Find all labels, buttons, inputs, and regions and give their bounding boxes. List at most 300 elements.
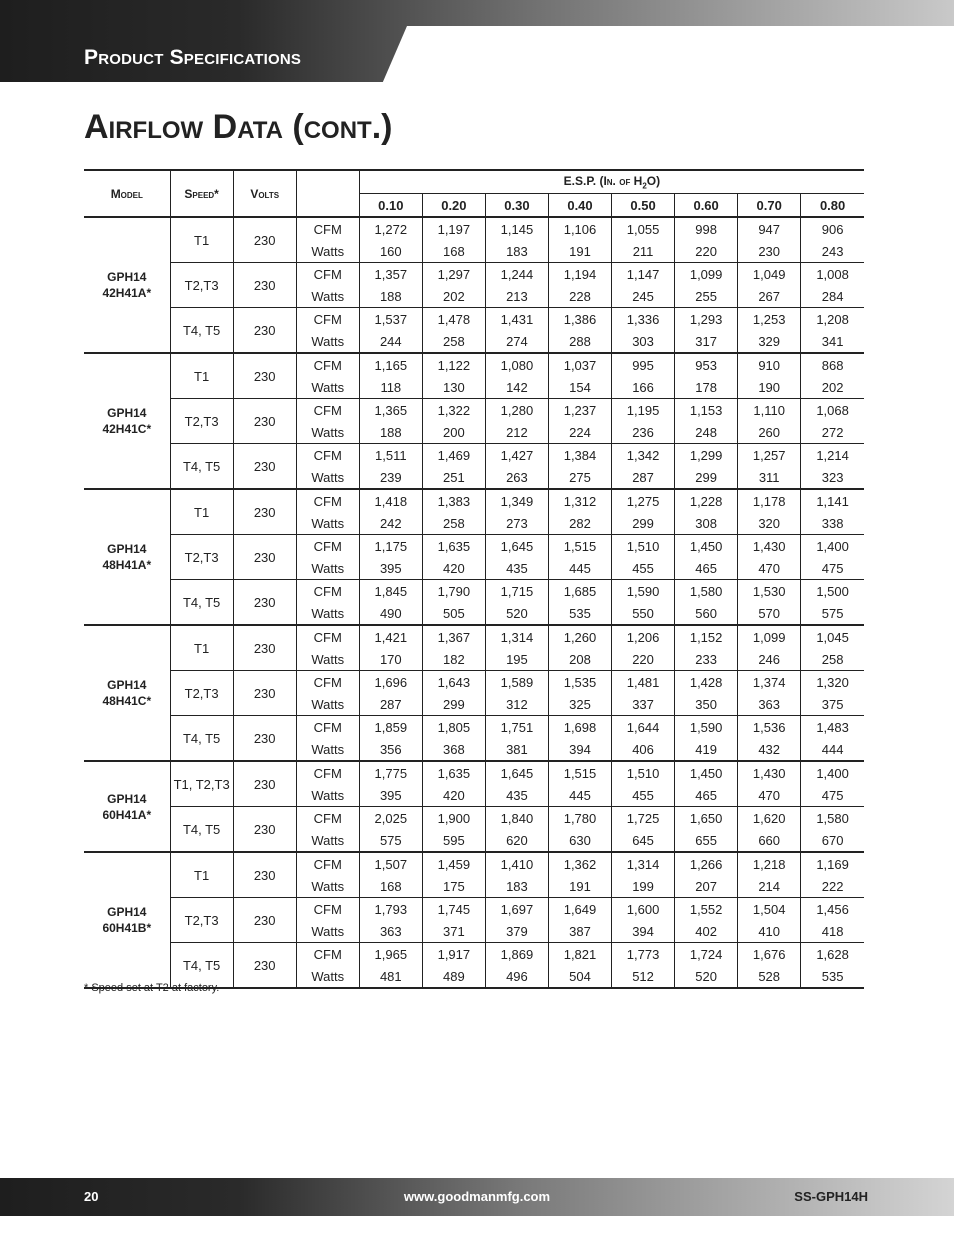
watts-value: 445 xyxy=(548,557,611,580)
cfm-value: 1,386 xyxy=(548,308,611,331)
watts-value: 550 xyxy=(612,602,675,625)
speed-cell: T2,T3 xyxy=(170,535,233,580)
cfm-value: 1,450 xyxy=(675,535,738,558)
cfm-value: 1,537 xyxy=(359,308,422,331)
esp-column-header: 0.70 xyxy=(738,194,801,218)
speed-cell: T2,T3 xyxy=(170,898,233,943)
table-row xyxy=(84,716,864,739)
cfm-value: 1,500 xyxy=(816,583,849,599)
footer-page-number: 20 xyxy=(84,1189,99,1204)
section-title: Product Specifications xyxy=(84,46,302,69)
watts-value: 191 xyxy=(548,240,611,263)
watts-value: 435 xyxy=(485,557,548,580)
model-name-line: 48H41C* xyxy=(102,694,152,708)
cfm-value: 868 xyxy=(821,357,844,373)
cfm-value: 1,580 xyxy=(816,810,849,826)
volts-cell: 230 xyxy=(233,217,296,263)
watts-value: 208 xyxy=(548,648,611,671)
footer-doc-code: SS-GPH14H xyxy=(794,1189,868,1204)
cfm-value: 1,367 xyxy=(422,625,485,648)
watts-value: 394 xyxy=(612,920,675,943)
watts-value: 475 xyxy=(801,557,864,580)
cfm-value: 1,410 xyxy=(485,852,548,875)
cfm-value: 1,320 xyxy=(816,674,849,690)
cfm-value: 1,418 xyxy=(359,489,422,512)
model-name-line: 60H41A* xyxy=(102,807,152,822)
cfm-value: 1,106 xyxy=(548,217,611,240)
watts-value: 220 xyxy=(612,648,675,671)
cfm-label: CFM xyxy=(296,761,359,784)
cfm-value: 1,917 xyxy=(422,943,485,966)
cfm-value: 1,228 xyxy=(675,489,738,512)
cfm-label: CFM xyxy=(296,263,359,286)
volts-cell: 230 xyxy=(233,308,296,354)
model-name-line: GPH14 xyxy=(107,406,147,420)
cfm-value: 1,900 xyxy=(422,807,485,830)
table-row xyxy=(84,535,864,558)
speed-cell: T1, T2,T3 xyxy=(170,761,233,807)
model-name-line: GPH14 xyxy=(107,791,147,806)
cfm-value: 1,122 xyxy=(422,353,485,376)
cfm-value: 1,535 xyxy=(548,671,611,694)
cfm-label: CFM xyxy=(296,671,359,694)
model-name-line: GPH14 xyxy=(107,270,147,284)
watts-value: 395 xyxy=(359,557,422,580)
watts-value: 188 xyxy=(359,421,422,444)
watts-value: 535 xyxy=(548,602,611,625)
speed-cell: T2,T3 xyxy=(170,399,233,444)
watts-value: 512 xyxy=(612,965,675,988)
watts-value: 329 xyxy=(738,330,801,353)
watts-value: 255 xyxy=(675,285,738,308)
watts-value: 212 xyxy=(485,421,548,444)
model-name-line: GPH14 xyxy=(107,905,147,919)
watts-value: 375 xyxy=(801,693,864,716)
cfm-value: 1,197 xyxy=(422,217,485,240)
watts-value: 325 xyxy=(548,693,611,716)
esp-column-header: 0.10 xyxy=(359,194,422,218)
watts-value: 419 xyxy=(675,738,738,761)
volts-cell: 230 xyxy=(233,761,296,807)
volts-cell: 230 xyxy=(233,399,296,444)
watts-value: 267 xyxy=(738,285,801,308)
watts-value: 323 xyxy=(801,466,864,489)
cfm-value: 1,649 xyxy=(548,898,611,921)
cfm-value: 1,515 xyxy=(548,535,611,558)
watts-value: 317 xyxy=(675,330,738,353)
watts-value: 645 xyxy=(612,829,675,852)
table-row xyxy=(84,353,864,376)
cfm-value: 1,450 xyxy=(675,761,738,784)
cfm-label: CFM xyxy=(296,625,359,648)
watts-value: 387 xyxy=(548,920,611,943)
watts-value: 444 xyxy=(801,738,864,761)
watts-value: 287 xyxy=(612,466,675,489)
header-esp-suffix: O) xyxy=(646,173,661,188)
cfm-value: 1,314 xyxy=(612,852,675,875)
watts-value: 320 xyxy=(738,512,801,535)
watts-label: Watts xyxy=(296,965,359,988)
watts-value: 200 xyxy=(422,421,485,444)
cfm-value: 1,644 xyxy=(612,716,675,739)
watts-value: 211 xyxy=(612,240,675,263)
watts-value: 258 xyxy=(422,330,485,353)
cfm-value: 1,049 xyxy=(738,263,801,286)
watts-value: 356 xyxy=(359,738,422,761)
watts-label: Watts xyxy=(296,421,359,444)
watts-value: 202 xyxy=(422,285,485,308)
volts-cell: 230 xyxy=(233,263,296,308)
cfm-value: 1,299 xyxy=(675,444,738,467)
footer-url[interactable]: www.goodmanmfg.com xyxy=(403,1189,551,1204)
watts-value: 224 xyxy=(548,421,611,444)
model-cell xyxy=(84,353,170,489)
watts-value: 363 xyxy=(738,693,801,716)
model-cell xyxy=(84,852,170,988)
cfm-value: 1,725 xyxy=(612,807,675,830)
table-row xyxy=(84,807,864,830)
watts-value: 287 xyxy=(359,693,422,716)
watts-value: 630 xyxy=(548,829,611,852)
cfm-value: 1,257 xyxy=(738,444,801,467)
watts-value: 402 xyxy=(675,920,738,943)
cfm-value: 1,421 xyxy=(359,625,422,648)
cfm-value: 1,110 xyxy=(738,399,801,422)
cfm-value: 1,400 xyxy=(816,538,849,554)
cfm-value: 1,208 xyxy=(816,311,849,327)
table-row xyxy=(84,671,864,694)
cfm-value: 1,589 xyxy=(485,671,548,694)
cfm-value: 1,469 xyxy=(422,444,485,467)
cfm-value: 1,510 xyxy=(612,761,675,784)
volts-cell: 230 xyxy=(233,625,296,671)
header-speed: Speed* xyxy=(170,170,233,217)
volts-cell: 230 xyxy=(233,489,296,535)
watts-value: 299 xyxy=(612,512,675,535)
esp-column-header: 0.30 xyxy=(485,194,548,218)
watts-value: 432 xyxy=(738,738,801,761)
table-row xyxy=(84,263,864,286)
table-row xyxy=(84,580,864,603)
table-row xyxy=(84,761,864,784)
cfm-value: 1,195 xyxy=(612,399,675,422)
watts-value: 455 xyxy=(612,557,675,580)
watts-value: 410 xyxy=(738,920,801,943)
header-blank xyxy=(296,170,359,217)
speed-cell: T1 xyxy=(170,217,233,263)
model-cell xyxy=(84,761,170,852)
watts-value: 272 xyxy=(801,421,864,444)
cfm-value: 1,650 xyxy=(675,807,738,830)
volts-cell: 230 xyxy=(233,943,296,989)
cfm-label: CFM xyxy=(296,535,359,558)
watts-value: 228 xyxy=(548,285,611,308)
cfm-value: 1,383 xyxy=(422,489,485,512)
watts-label: Watts xyxy=(296,285,359,308)
cfm-value: 998 xyxy=(675,217,738,240)
watts-label: Watts xyxy=(296,330,359,353)
cfm-value: 1,635 xyxy=(422,535,485,558)
cfm-value: 1,715 xyxy=(485,580,548,603)
watts-value: 168 xyxy=(359,875,422,898)
cfm-value: 1,504 xyxy=(738,898,801,921)
watts-value: 570 xyxy=(738,602,801,625)
watts-value: 202 xyxy=(801,376,864,399)
cfm-value: 1,141 xyxy=(816,493,849,509)
cfm-label: CFM xyxy=(296,807,359,830)
speed-cell: T4, T5 xyxy=(170,580,233,626)
cfm-value: 1,266 xyxy=(675,852,738,875)
cfm-label: CFM xyxy=(296,716,359,739)
cfm-value: 1,314 xyxy=(485,625,548,648)
cfm-value: 1,152 xyxy=(675,625,738,648)
watts-value: 504 xyxy=(548,965,611,988)
cfm-value: 1,147 xyxy=(612,263,675,286)
cfm-label: CFM xyxy=(296,852,359,875)
watts-value: 655 xyxy=(675,829,738,852)
watts-value: 175 xyxy=(422,875,485,898)
watts-value: 528 xyxy=(738,965,801,988)
watts-value: 239 xyxy=(359,466,422,489)
esp-column-header: 0.60 xyxy=(675,194,738,218)
cfm-value: 1,511 xyxy=(359,444,422,467)
cfm-label: CFM xyxy=(296,399,359,422)
volts-cell: 230 xyxy=(233,807,296,853)
watts-value: 420 xyxy=(422,557,485,580)
watts-label: Watts xyxy=(296,784,359,807)
cfm-value: 1,237 xyxy=(548,399,611,422)
watts-label: Watts xyxy=(296,738,359,761)
model-name-line: 42H41C* xyxy=(102,422,152,436)
esp-column-header: 0.80 xyxy=(801,194,864,218)
cfm-value: 1,349 xyxy=(485,489,548,512)
watts-value: 242 xyxy=(359,512,422,535)
cfm-value: 1,194 xyxy=(548,263,611,286)
table-row xyxy=(84,898,864,921)
cfm-value: 1,628 xyxy=(816,946,849,962)
cfm-value: 1,552 xyxy=(675,898,738,921)
cfm-label: CFM xyxy=(296,489,359,512)
watts-value: 470 xyxy=(738,557,801,580)
watts-value: 282 xyxy=(548,512,611,535)
watts-value: 489 xyxy=(422,965,485,988)
cfm-value: 910 xyxy=(738,353,801,376)
header-model: Model xyxy=(84,170,170,217)
cfm-value: 1,272 xyxy=(359,217,422,240)
cfm-value: 1,037 xyxy=(548,353,611,376)
cfm-value: 1,206 xyxy=(612,625,675,648)
model-cell xyxy=(84,625,170,761)
watts-value: 188 xyxy=(359,285,422,308)
watts-label: Watts xyxy=(296,829,359,852)
watts-label: Watts xyxy=(296,602,359,625)
cfm-value: 1,430 xyxy=(738,535,801,558)
cfm-value: 947 xyxy=(738,217,801,240)
watts-value: 379 xyxy=(485,920,548,943)
cfm-label: CFM xyxy=(296,353,359,376)
cfm-value: 1,427 xyxy=(485,444,548,467)
cfm-value: 1,845 xyxy=(359,580,422,603)
watts-value: 455 xyxy=(612,784,675,807)
watts-value: 350 xyxy=(675,693,738,716)
esp-column-header: 0.40 xyxy=(548,194,611,218)
cfm-value: 1,169 xyxy=(816,856,849,872)
cfm-value: 1,055 xyxy=(612,217,675,240)
watts-value: 244 xyxy=(359,330,422,353)
watts-value: 435 xyxy=(485,784,548,807)
cfm-value: 1,280 xyxy=(485,399,548,422)
cfm-value: 1,175 xyxy=(359,535,422,558)
watts-value: 220 xyxy=(675,240,738,263)
model-cell xyxy=(84,489,170,625)
table-row xyxy=(84,399,864,422)
watts-value: 303 xyxy=(612,330,675,353)
cfm-label: CFM xyxy=(296,308,359,331)
watts-value: 190 xyxy=(738,376,801,399)
watts-value: 308 xyxy=(675,512,738,535)
watts-value: 520 xyxy=(675,965,738,988)
cfm-value: 1,635 xyxy=(422,761,485,784)
cfm-value: 1,400 xyxy=(816,765,849,781)
cfm-value: 1,805 xyxy=(422,716,485,739)
cfm-value: 1,456 xyxy=(816,901,849,917)
watts-value: 275 xyxy=(548,466,611,489)
watts-value: 243 xyxy=(801,240,864,263)
cfm-value: 1,099 xyxy=(738,625,801,648)
cfm-value: 1,165 xyxy=(359,353,422,376)
cfm-value: 1,590 xyxy=(612,580,675,603)
speed-cell: T1 xyxy=(170,489,233,535)
watts-value: 118 xyxy=(359,376,422,399)
table-row xyxy=(84,308,864,331)
header-esp-sub: 2 xyxy=(642,181,647,191)
watts-value: 465 xyxy=(675,784,738,807)
cfm-value: 1,773 xyxy=(612,943,675,966)
cfm-value: 1,790 xyxy=(422,580,485,603)
model-name-line: GPH14 xyxy=(107,678,147,692)
cfm-value: 1,008 xyxy=(816,266,849,282)
watts-value: 670 xyxy=(801,829,864,852)
watts-value: 246 xyxy=(738,648,801,671)
volts-cell: 230 xyxy=(233,353,296,399)
model-name-line: 60H41B* xyxy=(102,921,152,935)
cfm-label: CFM xyxy=(296,217,359,240)
cfm-value: 1,724 xyxy=(675,943,738,966)
cfm-value: 1,643 xyxy=(422,671,485,694)
cfm-value: 1,045 xyxy=(816,629,849,645)
cfm-value: 906 xyxy=(821,221,844,237)
watts-value: 418 xyxy=(801,920,864,943)
watts-value: 236 xyxy=(612,421,675,444)
watts-value: 160 xyxy=(359,240,422,263)
header-volts: Volts xyxy=(233,170,296,217)
watts-value: 337 xyxy=(612,693,675,716)
cfm-label: CFM xyxy=(296,444,359,467)
cfm-value: 1,384 xyxy=(548,444,611,467)
cfm-value: 1,297 xyxy=(422,263,485,286)
watts-value: 191 xyxy=(548,875,611,898)
watts-value: 535 xyxy=(801,965,864,988)
watts-value: 394 xyxy=(548,738,611,761)
cfm-value: 1,697 xyxy=(485,898,548,921)
cfm-value: 1,510 xyxy=(612,535,675,558)
watts-value: 251 xyxy=(422,466,485,489)
watts-value: 575 xyxy=(359,829,422,852)
cfm-value: 1,965 xyxy=(359,943,422,966)
speed-cell: T1 xyxy=(170,852,233,898)
watts-value: 233 xyxy=(675,648,738,671)
speed-cell: T2,T3 xyxy=(170,263,233,308)
watts-value: 195 xyxy=(485,648,548,671)
cfm-value: 1,696 xyxy=(359,671,422,694)
cfm-value: 1,080 xyxy=(485,353,548,376)
watts-value: 395 xyxy=(359,784,422,807)
watts-value: 166 xyxy=(612,376,675,399)
watts-value: 465 xyxy=(675,557,738,580)
cfm-label: CFM xyxy=(296,898,359,921)
header-cutout xyxy=(382,26,954,84)
cfm-value: 1,362 xyxy=(548,852,611,875)
watts-value: 178 xyxy=(675,376,738,399)
cfm-value: 1,676 xyxy=(738,943,801,966)
volts-cell: 230 xyxy=(233,671,296,716)
watts-value: 273 xyxy=(485,512,548,535)
watts-value: 445 xyxy=(548,784,611,807)
cfm-value: 1,178 xyxy=(738,489,801,512)
watts-value: 199 xyxy=(612,875,675,898)
watts-label: Watts xyxy=(296,648,359,671)
cfm-value: 1,536 xyxy=(738,716,801,739)
airflow-table xyxy=(84,169,864,989)
volts-cell: 230 xyxy=(233,852,296,898)
watts-value: 260 xyxy=(738,421,801,444)
cfm-value: 1,515 xyxy=(548,761,611,784)
watts-label: Watts xyxy=(296,466,359,489)
cfm-value: 1,293 xyxy=(675,308,738,331)
cfm-value: 1,483 xyxy=(816,719,849,735)
cfm-value: 1,336 xyxy=(612,308,675,331)
cfm-value: 1,374 xyxy=(738,671,801,694)
volts-cell: 230 xyxy=(233,716,296,762)
speed-cell: T2,T3 xyxy=(170,671,233,716)
watts-value: 406 xyxy=(612,738,675,761)
volts-cell: 230 xyxy=(233,898,296,943)
cfm-value: 1,275 xyxy=(612,489,675,512)
watts-label: Watts xyxy=(296,512,359,535)
footnote: * Speed set at T2 at factory. xyxy=(84,982,220,994)
page-heading: Airflow Data (cont.) xyxy=(84,108,393,146)
watts-label: Watts xyxy=(296,875,359,898)
model-cell xyxy=(84,217,170,353)
watts-value: 496 xyxy=(485,965,548,988)
watts-value: 560 xyxy=(675,602,738,625)
cfm-value: 1,745 xyxy=(422,898,485,921)
cfm-value: 1,365 xyxy=(359,399,422,422)
watts-value: 230 xyxy=(738,240,801,263)
cfm-value: 1,459 xyxy=(422,852,485,875)
cfm-value: 1,645 xyxy=(485,535,548,558)
watts-value: 363 xyxy=(359,920,422,943)
watts-value: 183 xyxy=(485,875,548,898)
watts-label: Watts xyxy=(296,693,359,716)
cfm-value: 1,780 xyxy=(548,807,611,830)
cfm-value: 1,099 xyxy=(675,263,738,286)
watts-value: 299 xyxy=(422,693,485,716)
watts-label: Watts xyxy=(296,557,359,580)
cfm-value: 1,153 xyxy=(675,399,738,422)
cfm-value: 1,431 xyxy=(485,308,548,331)
watts-value: 575 xyxy=(801,602,864,625)
